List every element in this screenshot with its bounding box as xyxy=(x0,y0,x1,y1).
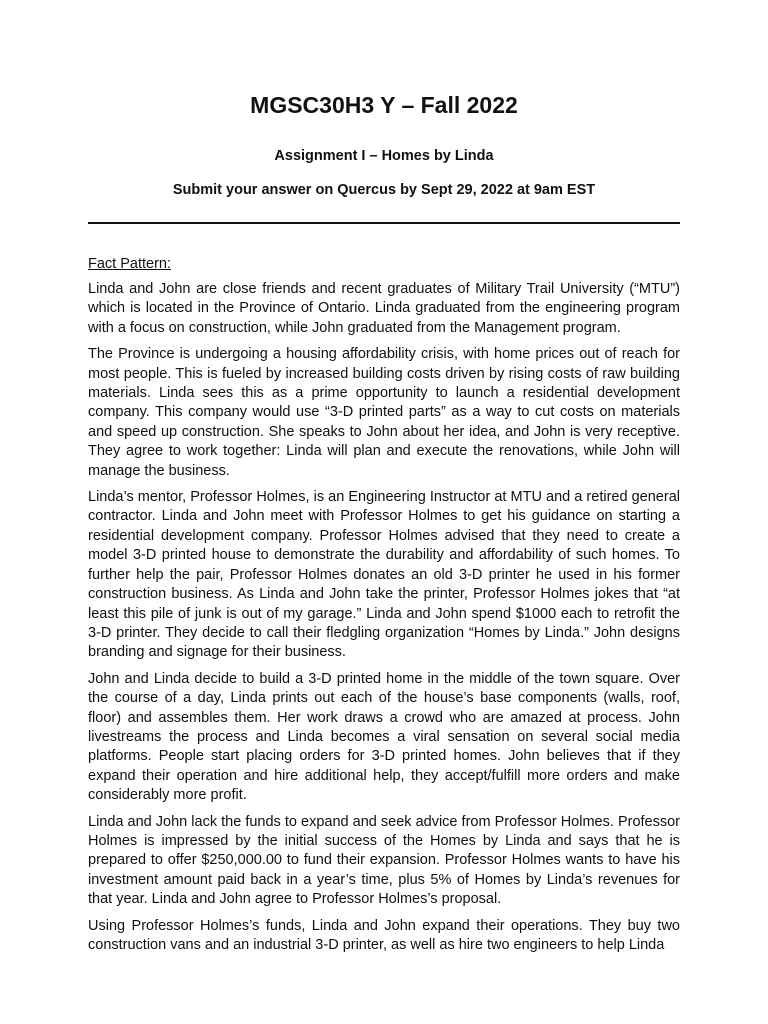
header-divider xyxy=(88,222,680,224)
paragraph: The Province is undergoing a housing affordability crisis, with home prices out of reach for most people. This is fueled by increased building costs driven by rising costs of raw building materials. Linda sees this as a prime opportunity to launch a residential development company. This company would use “3-D printed parts” as a way to cut costs on materials and speed up construction. She speaks to John about her idea, and John is very receptive. They agree to work together: Linda will plan and execute the renovations, while John will manage the business. xyxy=(88,346,680,479)
assignment-subtitle: Assignment I – Homes by Linda xyxy=(274,148,494,164)
paragraph: Linda and John lack the funds to expand and seek advice from Professor Holmes. Professor Holmes is impressed by the initial success of the Homes by Linda and says that he is prepared to offer $250,000.00 to fund their expansion. Professor Holmes wants to have his investment amount paid back in a year’s time, plus 5% of Homes by Linda’s revenues for that year. Linda and John agree to Professor Holmes’s proposal. xyxy=(88,813,680,908)
submission-deadline: Submit your answer on Quercus by Sept 29, 2022 at 9am EST xyxy=(172,182,596,198)
paragraph: Using Professor Holmes’s funds, Linda and John expand their operations. They buy two construction vans and an industrial 3-D printer, as well as hire two engineers to help Linda xyxy=(88,917,680,953)
paragraph: Linda’s mentor, Professor Holmes, is an Engineering Instructor at MTU and a retired general contractor. Linda and John meet with Professor Holmes to get his guidance on starting a residential development company. Professor Holmes advised that they need to create a model 3-D printed house to demonstrate the durability and affordability of such homes. To further help the pair, Professor Holmes donates an old 3-D printer he used in his former construction business. As Linda and John take the printer, Professor Holmes jokes that “at least this pile of junk is out of my garage.” Linda and John spend $1000 each to retrofit the 3-D printer. They decide to call their fledgling organization “Homes by Linda.” John designs branding and signage for their business. xyxy=(88,489,680,661)
document-body xyxy=(88,254,680,962)
paragraph: Linda and John are close friends and recent graduates of Military Trail University (“MTU”) which is located in the Province of Ontario. Linda graduated from the engineering program with a focus on construction, while John graduated from the Management program. xyxy=(88,281,680,336)
paragraph: John and Linda decide to build a 3-D printed home in the middle of the town square. Over the course of a day, Linda prints out each of the house’s base components (walls, roof, floor) and assembles them. Her work draws a crowd who are amazed at process. John livestreams the process and Linda becomes a viral sensation on several social media platforms. People start placing orders for 3-D printed homes. John believes that if they expand their operation and hire additional help, they accept/fulfill more orders and make considerably more profit. xyxy=(88,670,680,804)
document-title: MGSC30H3 Y – Fall 2022 xyxy=(250,92,518,118)
section-heading: Fact Pattern: xyxy=(88,256,172,272)
